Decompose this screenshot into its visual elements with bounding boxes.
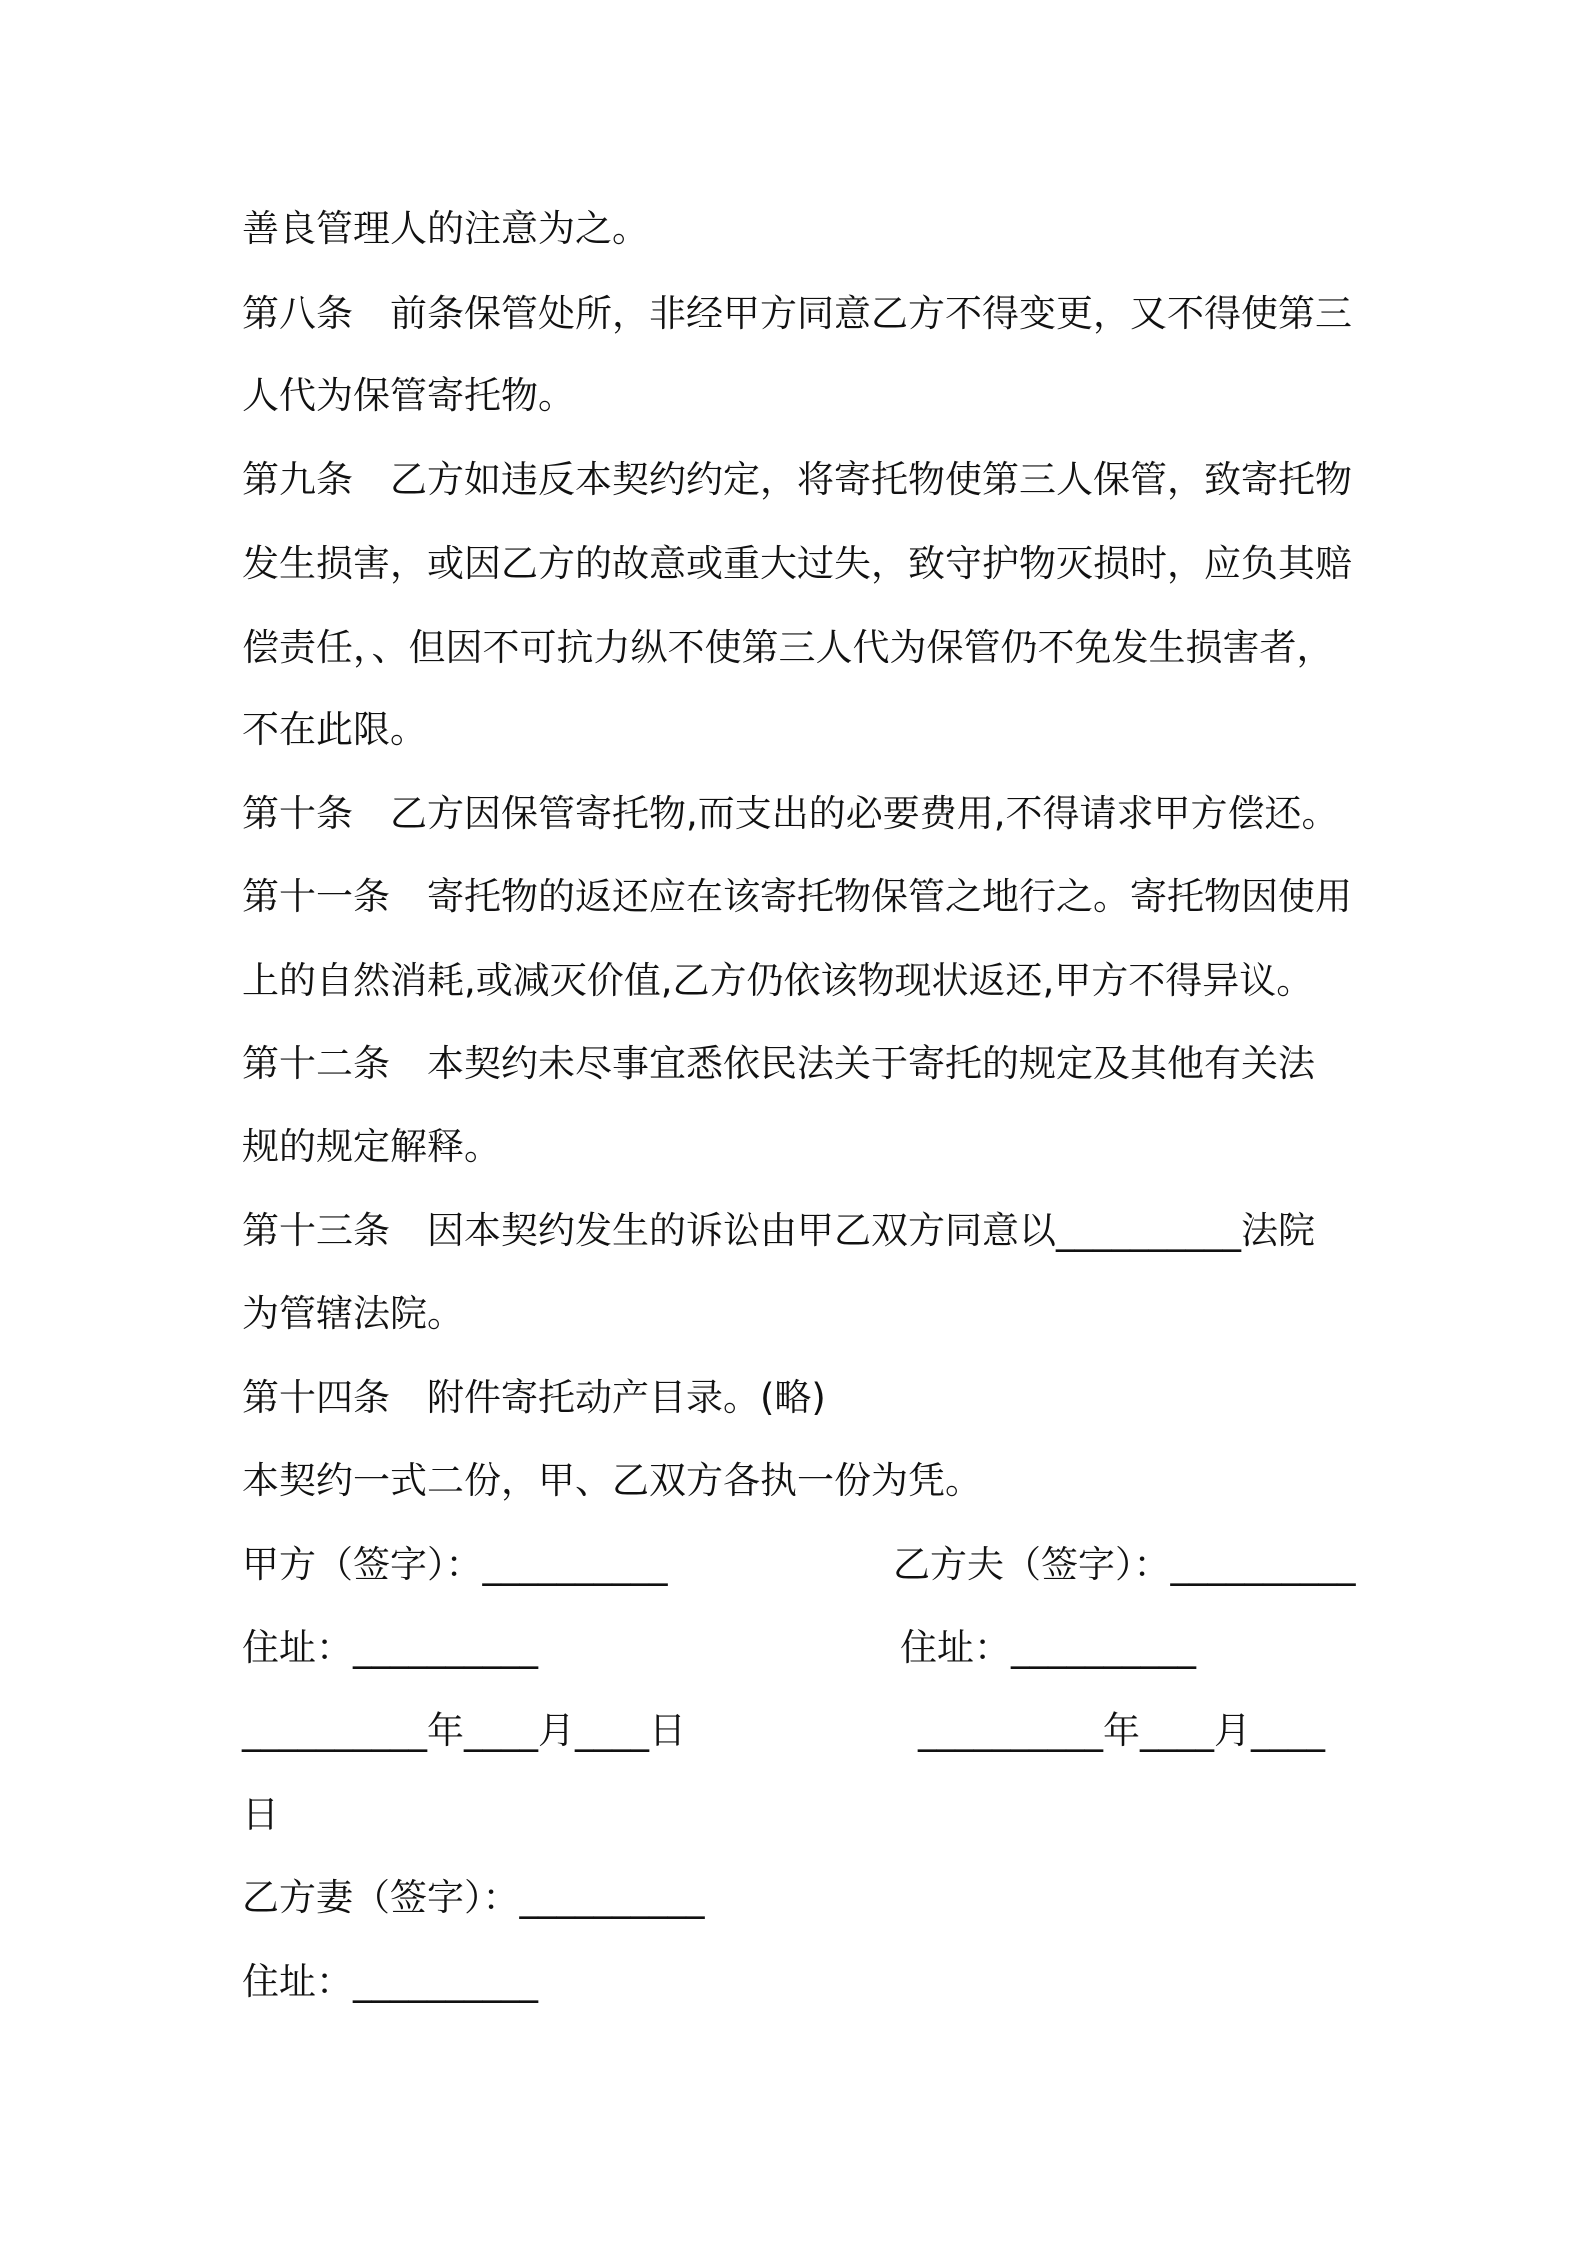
- article-12-line-1: 第十二条 本契约未尽事宜悉依民法关于寄托的规定及其他有关法: [242, 1042, 1315, 1085]
- party-b-husband-sign-line: 乙方夫（签字）：__________: [893, 1543, 1356, 1586]
- article-9-line-4: 不在此限。: [242, 708, 427, 751]
- article-14-line-1: 第十四条 附件寄托动产目录。(略): [242, 1376, 826, 1419]
- article-9-line-2: 发生损害，或因乙方的故意或重大过失，致守护物灭损时，应负其赔: [242, 542, 1352, 585]
- party-b-date-day: 日: [242, 1793, 279, 1836]
- party-b-address-line: 住址：__________: [900, 1626, 1196, 1669]
- copies-statement: 本契约一式二份，甲、乙双方各执一份为凭。: [242, 1459, 982, 1502]
- article-9-line-3: 偿责任，、但因不可抗力纵不使第三人代为保管仍不免发生损害者，: [242, 626, 1334, 669]
- party-a-address-line: 住址：__________: [242, 1626, 538, 1669]
- party-a-date-line: __________年____月____日: [242, 1709, 686, 1752]
- article-8-line-1: 第八条 前条保管处所，非经甲方同意乙方不得变更，又不得使第三: [242, 292, 1352, 335]
- article-8-line-2: 人代为保管寄托物。: [242, 374, 575, 417]
- text-line: 善良管理人的注意为之。: [242, 207, 649, 250]
- article-13-line-2: 为管辖法院。: [242, 1292, 464, 1335]
- party-b-date-line: __________年____月____: [918, 1709, 1325, 1752]
- article-12-line-2: 规的规定解释。: [242, 1125, 501, 1168]
- party-a-sign-line: 甲方（签字）：__________: [242, 1543, 668, 1586]
- party-b-wife-address-line: 住址：__________: [242, 1960, 538, 2003]
- article-10-line-1: 第十条 乙方因保管寄托物,而支出的必要费用,不得请求甲方偿还。: [242, 792, 1339, 835]
- article-11-line-1: 第十一条 寄托物的返还应在该寄托物保管之地行之。寄托物因使用: [242, 875, 1352, 918]
- article-11-line-2: 上的自然消耗,或减灭价值,乙方仍依该物现状返还,甲方不得异议。: [242, 959, 1314, 1002]
- article-9-line-1: 第九条 乙方如违反本契约约定，将寄托物使第三人保管，致寄托物: [242, 458, 1352, 501]
- party-b-wife-sign-line: 乙方妻（签字）：__________: [242, 1876, 705, 1919]
- article-13-line-1: 第十三条 因本契约发生的诉讼由甲乙双方同意以__________法院: [242, 1209, 1315, 1252]
